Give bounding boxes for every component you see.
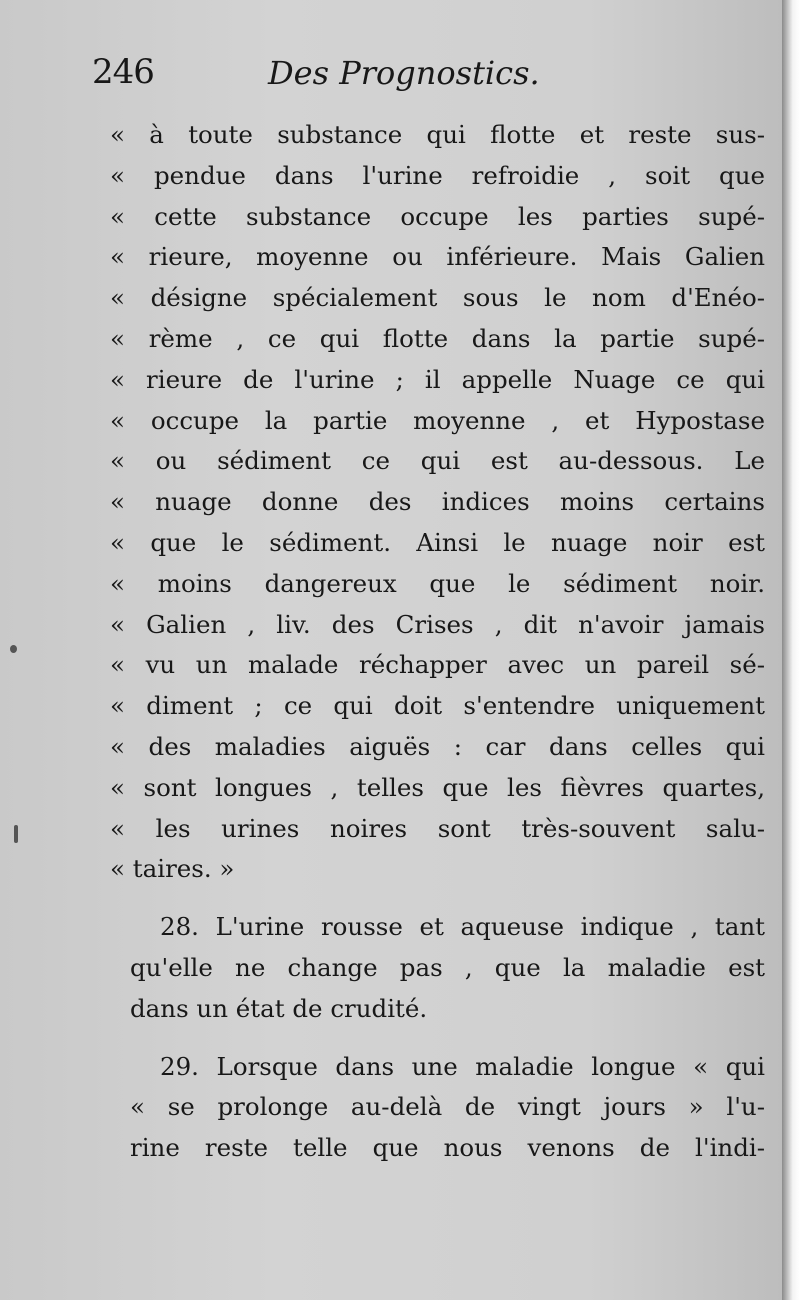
text-line: « diment ; ce qui doit s'entendre uniquement (110, 691, 765, 721)
text-line: « rieure de l'urine ; il appelle Nuage ce qui (110, 364, 765, 394)
page-number: 246 (92, 52, 154, 92)
page-body (110, 115, 765, 1169)
paragraph-29 (110, 1047, 765, 1169)
text-line: « désigne spécialement sous le nom d'Enéo- (110, 283, 765, 313)
text-line: « rème , ce qui flotte dans la partie supé- (110, 323, 765, 353)
text-line: « moins dangereux que le sédiment noir. (110, 568, 765, 598)
paper-speck (10, 645, 17, 653)
text-line: qu'elle ne change pas , que la maladie est (130, 952, 765, 982)
text-line: « ou sédiment ce qui est au-dessous. Le (110, 446, 765, 476)
paragraph-28 (110, 907, 765, 1029)
text-line: « vu un malade réchapper avec un pareil sé- (110, 650, 765, 680)
text-line: « les urines noires sont très-souvent salu- (110, 813, 765, 843)
page-header (92, 50, 552, 98)
paragraph-quote (110, 115, 765, 890)
paper-speck (14, 825, 18, 843)
running-title: Des Prognostics. (268, 54, 540, 92)
text-line: 29. Lorsque dans une maladie longue « qui (160, 1051, 765, 1081)
text-line: « des maladies aiguës : car dans celles qui (110, 731, 765, 761)
text-line: « cette substance occupe les parties supé- (110, 201, 765, 231)
text-line: « occupe la partie moyenne , et Hypostase (110, 405, 765, 435)
text-line: « se prolonge au-delà de vingt jours » l'u- (130, 1092, 765, 1122)
text-line: « pendue dans l'urine refroidie , soit que (110, 160, 765, 190)
text-line: « Galien , liv. des Crises , dit n'avoir jamais (110, 609, 765, 639)
text-line: « à toute substance qui flotte et reste sus- (110, 120, 765, 149)
text-line: « sont longues , telles que les fièvres quartes, (110, 772, 765, 802)
text-line: rine reste telle que nous venons de l'indi- (130, 1133, 765, 1163)
text-line: « rieure, moyenne ou inférieure. Mais Galien (110, 242, 765, 272)
text-line: 28. L'urine rousse et aqueuse indique , tant (160, 912, 765, 942)
text-line: « taires. » (110, 854, 235, 884)
text-line: dans un état de crudité. (130, 993, 428, 1023)
page-gutter (782, 0, 800, 1300)
text-line: « que le sédiment. Ainsi le nuage noir est (110, 527, 765, 557)
text-line: « nuage donne des indices moins certains (110, 487, 765, 517)
